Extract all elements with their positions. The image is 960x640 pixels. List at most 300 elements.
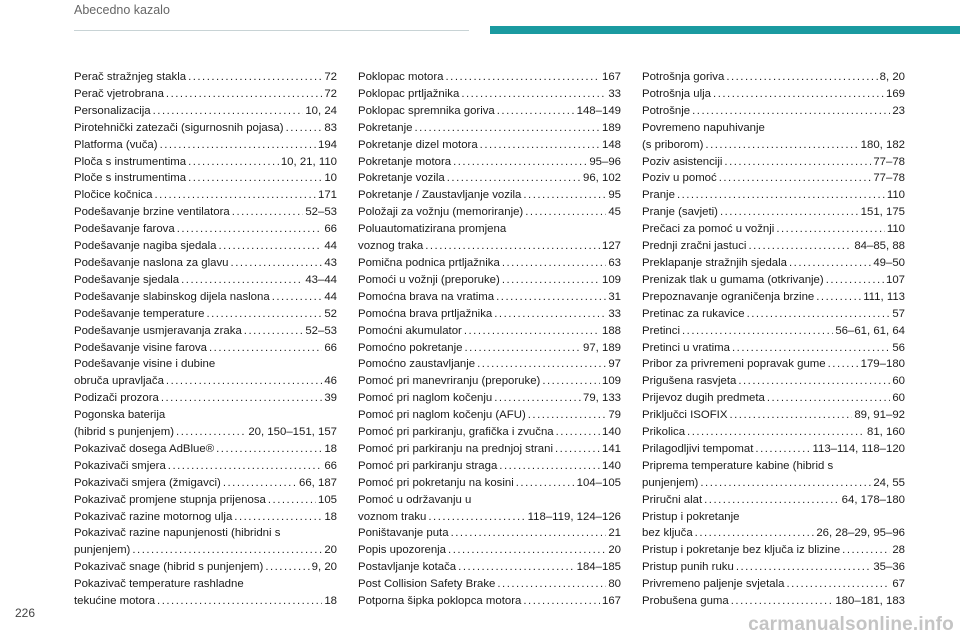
- index-entry-page: 63: [608, 256, 621, 269]
- dot-leader: [160, 137, 316, 154]
- index-entry: [358, 492, 621, 526]
- index-entry-page: 111, 113: [863, 290, 905, 303]
- index-entry-label: (s priborom): [642, 138, 704, 151]
- index-entry-page: 97: [608, 358, 621, 371]
- index-entry: [74, 340, 337, 357]
- dot-leader: [713, 86, 884, 103]
- index-entry: [74, 154, 337, 171]
- dot-leader: [168, 458, 323, 475]
- header-divider: [74, 30, 469, 31]
- index-entry-row: [642, 187, 905, 204]
- index-entry-page: 10: [324, 172, 337, 185]
- index-entry-row: [74, 559, 337, 576]
- index-entry: [642, 492, 905, 509]
- index-entry-page: 18: [324, 595, 337, 608]
- index-entry-label: obruča upravljača: [74, 375, 164, 388]
- index-entry-label: Pomoć pri manevriranju (preporuke): [358, 375, 541, 388]
- index-entry: [358, 390, 621, 407]
- index-column-1: [74, 69, 337, 610]
- dot-leader: [153, 103, 304, 120]
- dot-leader: [231, 255, 323, 272]
- index-entry-page: 180, 182: [860, 138, 905, 151]
- index-entry-row: [74, 323, 337, 340]
- index-entry-label: Pločice kočnica: [74, 189, 153, 202]
- index-entry-row: [74, 170, 337, 187]
- index-entry-row: [74, 289, 337, 306]
- index-entry-label: Pomoć pri naglom kočenju: [358, 392, 493, 405]
- dot-leader: [234, 509, 322, 526]
- index-entry: [74, 187, 337, 204]
- index-entry-page: 18: [324, 510, 337, 523]
- index-entry-row: [358, 272, 621, 289]
- index-entry-page: 167: [601, 595, 621, 608]
- index-entry-page: 83: [324, 121, 337, 134]
- index-entry-label: Popis upozorenja: [358, 544, 447, 557]
- index-entry-label: punjenjem): [642, 476, 699, 489]
- index-entry-label: Pretinci: [642, 324, 680, 337]
- index-entry-label: Postavljanje kotača: [358, 561, 457, 574]
- index-entry-page: 110: [886, 223, 905, 236]
- index-entry: [642, 340, 905, 357]
- index-entry-label: bez ključa: [642, 527, 693, 540]
- index-entry-label: Pomoćna brava prtljažnika: [358, 307, 493, 320]
- dot-leader: [732, 340, 890, 357]
- index-entry-row: [642, 356, 905, 373]
- index-entry-label: voznog traka: [358, 240, 424, 253]
- index-entry-label: voznom traku: [358, 510, 427, 523]
- index-entry-page: 77–78: [873, 172, 905, 185]
- index-entry-page: 44: [324, 290, 337, 303]
- index-entry-label: Perač stražnjeg stakla: [74, 71, 187, 83]
- index-entry: [642, 356, 905, 373]
- index-entry-page: 141: [601, 442, 621, 455]
- dot-leader: [516, 475, 575, 492]
- index-entry-label: Prečaci za pomoć u vožnji: [642, 223, 775, 236]
- index-entry-label: Pomoćni akumulator: [358, 324, 462, 337]
- dot-leader: [704, 492, 840, 509]
- index-entry-page: 56: [892, 341, 905, 354]
- index-entry-row: [358, 576, 621, 593]
- index-entry-label: Pretinac za rukavice: [642, 307, 745, 320]
- index-entry-label: Prikolica: [642, 426, 686, 439]
- index-entry-page: 105: [317, 493, 337, 506]
- index-entry-row: [642, 475, 905, 492]
- dot-leader: [232, 204, 304, 221]
- index-entry-page: 95–96: [589, 155, 621, 168]
- dot-leader: [219, 238, 323, 255]
- index-entry-row: [358, 525, 621, 542]
- index-entry-row: [74, 509, 337, 526]
- dot-leader: [480, 137, 600, 154]
- index-entry-row: [74, 340, 337, 357]
- index-entry-label: Priključci ISOFIX: [642, 409, 728, 422]
- index-entry-row: [642, 424, 905, 441]
- index-entry-label: Privremeno paljenje svjetala: [642, 578, 785, 591]
- index-entry-page: 24, 55: [873, 476, 905, 489]
- index-entry-label: Prigušena rasvjeta: [642, 375, 737, 388]
- index-entry: [74, 559, 337, 576]
- index-entry-label: Pribor za privremeni popravak gume: [642, 358, 826, 371]
- dot-leader: [448, 542, 606, 559]
- dot-leader: [525, 204, 606, 221]
- index-entry: [358, 475, 621, 492]
- index-entry-row: [642, 542, 905, 559]
- index-entry: [358, 170, 621, 187]
- index-entry-label: Podešavanje slabinskog dijela naslona: [74, 290, 270, 303]
- index-entry-row: [358, 323, 621, 340]
- index-entry-row: [642, 272, 905, 289]
- dot-leader: [155, 187, 316, 204]
- index-entry-row: [642, 576, 905, 593]
- dot-leader: [461, 86, 606, 103]
- index-entry: [74, 221, 337, 238]
- index-entry-row: [358, 86, 621, 103]
- index-entry: [74, 323, 337, 340]
- index-entry-row: [358, 187, 621, 204]
- index-entry-label: Pomoć pri naglom kočenju (AFU): [358, 409, 526, 422]
- index-entry-page: 64, 178–180: [841, 493, 905, 506]
- index-entry-label: Pomoć pri parkiranju na prednjoj strani: [358, 442, 554, 455]
- index-entry: [642, 559, 905, 576]
- index-entry: [642, 187, 905, 204]
- dot-leader: [161, 390, 322, 407]
- index-entry-row: [642, 170, 905, 187]
- index-entry-page: 35–36: [873, 561, 905, 574]
- index-entry-page: 148–149: [576, 104, 621, 117]
- index-entry-row: [74, 272, 337, 289]
- index-entry-label: Potporna šipka poklopca motora: [358, 595, 522, 608]
- dot-leader: [286, 120, 323, 137]
- dot-leader: [736, 559, 872, 576]
- dot-leader: [816, 289, 861, 306]
- index-entry-page: 118–119, 124–126: [527, 510, 621, 523]
- dot-leader: [428, 509, 525, 526]
- dot-leader: [677, 187, 885, 204]
- index-entry-page: 109: [601, 375, 621, 388]
- index-entry: [358, 221, 621, 255]
- index-entry-row: [358, 441, 621, 458]
- dot-leader: [414, 120, 600, 137]
- index-entry-page: 184–185: [576, 561, 621, 574]
- index-entry-label: Pomoćno zaustavljanje: [358, 358, 476, 371]
- index-entry-page: 60: [892, 392, 905, 405]
- index-entry-label: Podešavanje visine farova: [74, 341, 207, 354]
- index-entry: [358, 576, 621, 593]
- index-entry-row: [358, 120, 621, 137]
- index-entry-label: Poziv asistenciji: [642, 155, 723, 168]
- index-entry-row: [358, 559, 621, 576]
- index-entry-row: [642, 593, 905, 610]
- index-entry: [358, 525, 621, 542]
- index-entry: [74, 238, 337, 255]
- index-entry-label: Prenizak tlak u gumama (otkrivanje): [642, 273, 824, 286]
- index-entry-row: [74, 187, 337, 204]
- index-column-3: [642, 69, 905, 610]
- index-entry-page: 151, 175: [860, 206, 905, 219]
- index-entry-label: Personalizacija: [74, 104, 151, 117]
- index-entry-label: Preklapanje stražnjih sjedala: [642, 256, 787, 269]
- index-entry: [358, 373, 621, 390]
- index-entry: [642, 576, 905, 593]
- dot-leader: [496, 289, 606, 306]
- index-entry-page: 52–53: [305, 206, 337, 219]
- dot-leader: [528, 407, 607, 424]
- index-entry: [74, 390, 337, 407]
- index-entry-label: tekućine motora: [74, 595, 156, 608]
- index-entry-row: [74, 492, 337, 509]
- index-entry-row: [74, 542, 337, 559]
- index-entry: [642, 390, 905, 407]
- dot-leader: [731, 593, 834, 610]
- index-entry-page: 140: [601, 426, 621, 439]
- index-entry-heading: Pristup i pokretanje: [642, 510, 740, 523]
- index-entry: [74, 458, 337, 475]
- index-entry-label: Poziv u pomoć: [642, 172, 717, 185]
- index-entry-page: 95: [608, 189, 621, 202]
- dot-leader: [494, 306, 606, 323]
- dot-leader: [447, 170, 581, 187]
- dot-leader: [692, 103, 890, 120]
- index-entry-page: 109: [601, 273, 621, 286]
- index-entry-row: [642, 103, 905, 120]
- dot-leader: [425, 238, 600, 255]
- index-entry-page: 57: [892, 307, 905, 320]
- index-entry: [358, 289, 621, 306]
- index-entry-page: 20: [324, 544, 337, 557]
- index-entry-row: [74, 475, 337, 492]
- dot-leader: [451, 525, 607, 542]
- index-entry-row: [74, 424, 337, 441]
- dot-leader: [132, 542, 322, 559]
- index-entry: [74, 509, 337, 526]
- index-column-2: [358, 69, 621, 610]
- index-entry-row: [358, 407, 621, 424]
- index-entry-label: Pretinci u vratima: [642, 341, 730, 354]
- index-entry-page: 20, 150–151, 157: [248, 426, 337, 439]
- index-entry-row: [358, 204, 621, 221]
- index-entry-page: 45: [608, 206, 621, 219]
- index-entry: [358, 306, 621, 323]
- index-entry-page: 84–85, 88: [854, 240, 905, 253]
- index-entry: [74, 525, 337, 559]
- index-entry-page: 194: [317, 138, 337, 151]
- index-entry-label: Pomična podnica prtljažnika: [358, 256, 500, 269]
- index-entry-page: 44: [324, 240, 337, 253]
- index-entry-page: 56–61, 61, 64: [835, 324, 905, 337]
- dot-leader: [502, 255, 607, 272]
- index-entry: [358, 204, 621, 221]
- index-entry-page: 43: [324, 256, 337, 269]
- index-entry-label: Podešavanje naslona za glavu: [74, 256, 229, 269]
- index-entry-label: (hibrid s punjenjem): [74, 426, 175, 439]
- index-entry-label: Pokazivač promjene stupnja prijenosa: [74, 493, 266, 506]
- index-entry-label: Probušena guma: [642, 595, 729, 608]
- index-entry-label: Platforma (vuča): [74, 138, 158, 151]
- dot-leader: [523, 593, 600, 610]
- index-entry: [74, 272, 337, 289]
- index-entry: [642, 120, 905, 154]
- dot-leader: [458, 559, 574, 576]
- dot-leader: [244, 323, 304, 340]
- index-entry-heading: Podešavanje visine i dubine: [74, 358, 216, 371]
- index-entry-heading: Povremeno napuhivanje: [642, 121, 765, 134]
- dot-leader: [157, 593, 322, 610]
- index-entry-page: 79: [608, 409, 621, 422]
- index-entry: [74, 137, 337, 154]
- dot-leader: [166, 86, 322, 103]
- index-entry-row: [642, 525, 905, 542]
- index-entry-page: 23: [892, 104, 905, 117]
- index-entry-label: Pristup i pokretanje bez ključa iz blizine: [642, 544, 841, 557]
- index-entry-page: 77–78: [873, 155, 905, 168]
- index-entry: [642, 407, 905, 424]
- index-entry-row: [358, 306, 621, 323]
- dot-leader: [747, 306, 891, 323]
- dot-leader: [188, 69, 322, 86]
- index-entry-row: [358, 424, 621, 441]
- index-entry-label: Pokretanje vozila: [358, 172, 445, 185]
- dot-leader: [729, 407, 852, 424]
- index-entry-page: 49–50: [873, 256, 905, 269]
- index-entry: [74, 576, 337, 610]
- index-entry: [74, 86, 337, 103]
- index-entry: [358, 69, 621, 86]
- dot-leader: [216, 441, 322, 458]
- index-entry-page: 72: [324, 87, 337, 100]
- dot-leader: [555, 441, 600, 458]
- index-entry-label: Prednji zračni jastuci: [642, 240, 747, 253]
- index-entry-label: Podešavanje nagiba sjedala: [74, 240, 217, 253]
- index-entry-heading: Pomoć u održavanju u: [358, 493, 472, 506]
- index-entry-row: [358, 593, 621, 610]
- index-entry-row: [74, 103, 337, 120]
- index-entry-row: [642, 559, 905, 576]
- index-entry-heading: Pogonska baterija: [74, 409, 166, 422]
- index-entry: [642, 542, 905, 559]
- index-entry: [358, 340, 621, 357]
- index-entry-row: [642, 255, 905, 272]
- index-entry-label: Podešavanje sjedala: [74, 273, 180, 286]
- index-entry-label: Pokretanje dizel motora: [358, 138, 478, 151]
- dot-leader: [767, 390, 890, 407]
- index-entry: [358, 424, 621, 441]
- dot-leader: [556, 424, 600, 441]
- index-entry-label: Post Collision Safety Brake: [358, 578, 496, 591]
- index-entry-page: 113–114, 118–120: [812, 442, 905, 455]
- dot-leader: [494, 390, 581, 407]
- index-entry-label: Podešavanje brzine ventilatora: [74, 206, 230, 219]
- index-entry-heading: Pokazivač razine napunjenosti (hibridni s: [74, 527, 281, 540]
- index-entry-page: 28: [892, 544, 905, 557]
- index-entry: [642, 170, 905, 187]
- dot-leader: [842, 542, 890, 559]
- index-entry-page: 46: [324, 375, 337, 388]
- index-entry-row: [642, 86, 905, 103]
- dot-leader: [272, 289, 323, 306]
- index-entry-page: 179–180: [860, 358, 905, 371]
- index-entry-label: Prilagodljivi tempomat: [642, 442, 754, 455]
- index-entry-label: Pranje (savjeti): [642, 206, 718, 219]
- index-entry: [642, 103, 905, 120]
- index-entry-page: 60: [892, 375, 905, 388]
- dot-leader: [776, 221, 885, 238]
- index-entry: [74, 441, 337, 458]
- index-entry-heading: Pokazivač temperature rashladne: [74, 578, 244, 591]
- index-entry: [74, 255, 337, 272]
- index-entry: [358, 458, 621, 475]
- header-accent-bar: [490, 26, 960, 34]
- index-entry-label: Pokazivač snage (hibrid s punjenjem): [74, 561, 264, 574]
- index-entry-row: [642, 340, 905, 357]
- index-entry-heading: Poluautomatizirana promjena: [358, 223, 507, 236]
- index-entry-row: [74, 441, 337, 458]
- index-entry-row: [358, 238, 621, 255]
- index-entry-row: [74, 137, 337, 154]
- dot-leader: [209, 340, 322, 357]
- index-entry: [358, 154, 621, 171]
- page-number: 226: [15, 606, 36, 620]
- index-entry-label: Pokazivači smjera: [74, 459, 166, 472]
- index-entry-row: [358, 356, 621, 373]
- index-entry-row: [74, 221, 337, 238]
- index-entry-heading: Priprema temperature kabine (hibrid s: [642, 459, 834, 472]
- index-entry: [358, 593, 621, 610]
- index-entry-row: [358, 458, 621, 475]
- dot-leader: [464, 340, 581, 357]
- index-entry-row: [358, 509, 621, 526]
- index-entry-row: [642, 154, 905, 171]
- index-entry-label: Pomoć pri parkiranju straga: [358, 459, 498, 472]
- dot-leader: [453, 154, 587, 171]
- dot-leader: [188, 170, 322, 187]
- index-entry: [642, 255, 905, 272]
- index-entry-page: 107: [885, 273, 905, 286]
- dot-leader: [700, 475, 871, 492]
- index-entry-row: [358, 103, 621, 120]
- watermark: carmanualsonline.info: [748, 614, 954, 635]
- index-entry-label: Pokazivač dosega AdBlue®: [74, 442, 215, 455]
- dot-leader: [265, 559, 309, 576]
- index-entry-label: Pomoćna brava na vratima: [358, 290, 495, 303]
- index-entry-row: [74, 86, 337, 103]
- index-entry-row: [74, 154, 337, 171]
- dot-leader: [497, 576, 606, 593]
- index-entry: [642, 221, 905, 238]
- index-entry-label: Poništavanje puta: [358, 527, 449, 540]
- index-entry: [358, 120, 621, 137]
- index-entry-page: 79, 133: [582, 392, 621, 405]
- index-entry-page: 20: [608, 544, 621, 557]
- dot-leader: [826, 272, 884, 289]
- index-entry-page: 81, 160: [866, 426, 905, 439]
- index-entry-label: Poklopac prtljažnika: [358, 87, 460, 100]
- index-entry-row: [74, 69, 337, 86]
- index-entry-label: Prijevoz dugih predmeta: [642, 392, 765, 405]
- index-entry-page: 18: [324, 442, 337, 455]
- index-entry: [74, 492, 337, 509]
- index-entry-row: [358, 69, 621, 86]
- index-entry-label: Pomoćno pokretanje: [358, 341, 463, 354]
- index-entry-label: Podizači prozora: [74, 392, 159, 405]
- index-entry: [74, 475, 337, 492]
- index-entry-row: [74, 458, 337, 475]
- index-entry-label: Pomoć pri pokretanju na kosini: [358, 476, 514, 489]
- index-entry-page: 52: [324, 307, 337, 320]
- index-entry-label: Pomoć pri parkiranju, grafička i zvučna: [358, 426, 554, 439]
- dot-leader: [464, 323, 600, 340]
- index-entry-label: Pokazivač razine motornog ulja: [74, 510, 233, 523]
- index-entry-page: 10, 21, 110: [280, 155, 337, 168]
